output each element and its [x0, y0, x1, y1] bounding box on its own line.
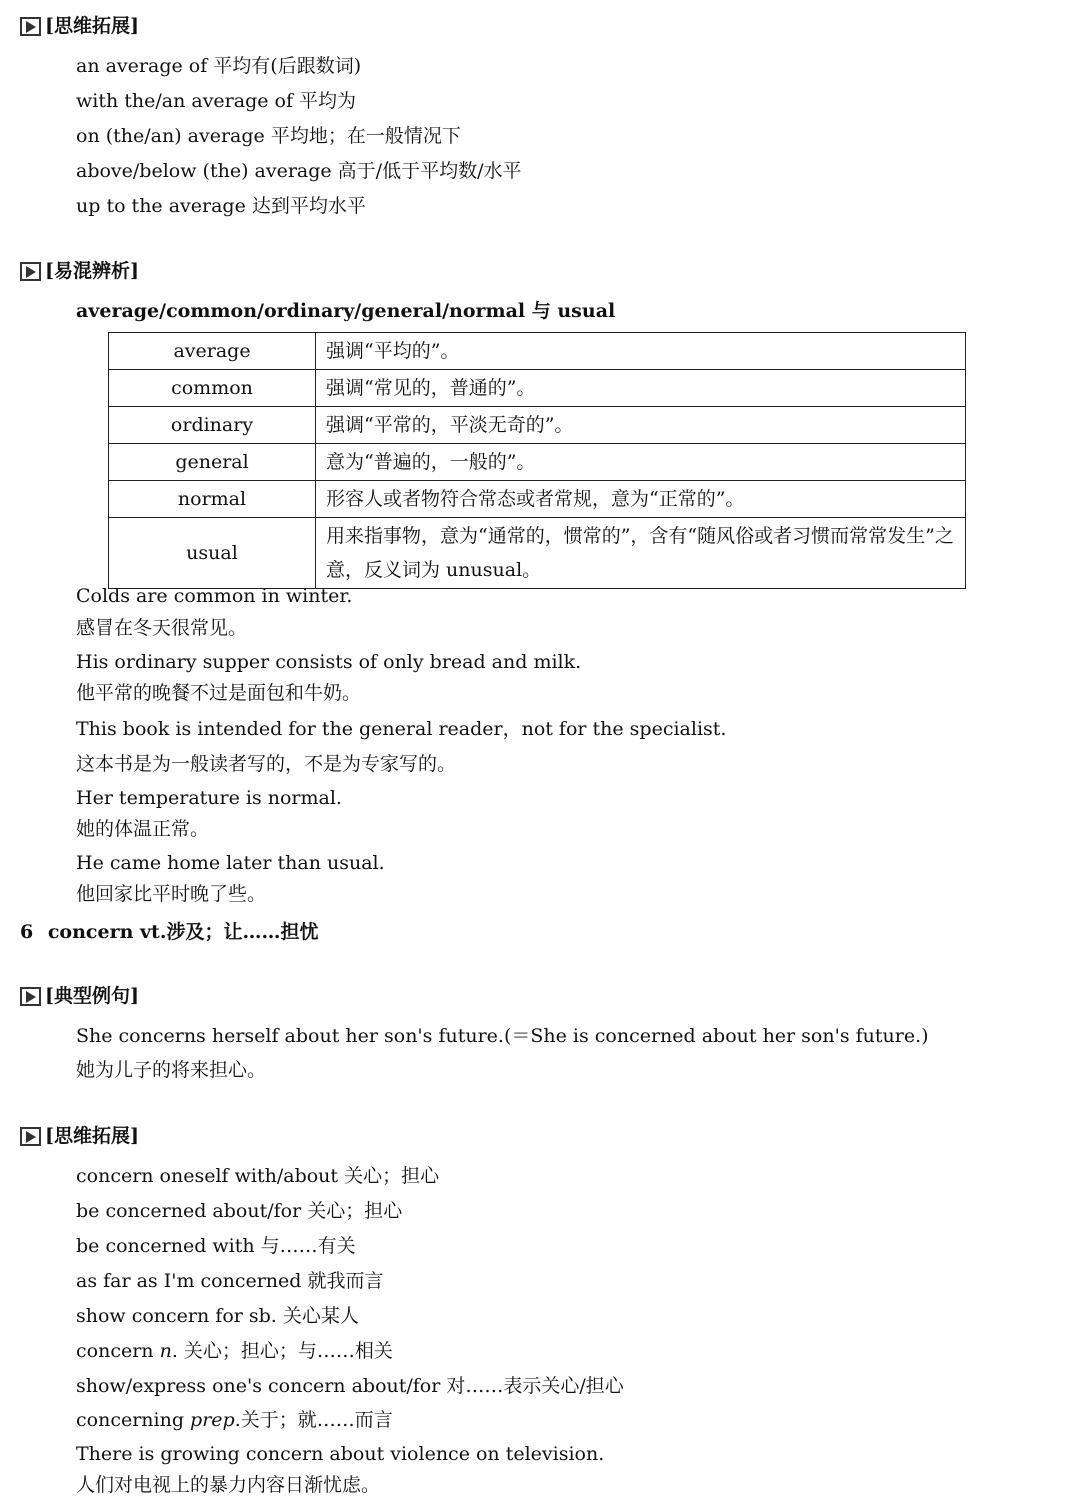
table-row [109, 481, 966, 518]
definition: . 关心；担心；与……相关 [171, 1340, 393, 1362]
meaning-cell: 强调“常见的，普通的”。 [316, 370, 966, 407]
list-item: above/below (the) average 高于/低于平均数/水平 [76, 160, 522, 182]
meaning-cell: 用来指事物，意为“通常的，惯常的”，含有“随风俗或者习惯而常常发生”之意，反义词为 unusual。 [316, 518, 966, 589]
entry-number: 6 [20, 921, 34, 943]
word-cell: normal [109, 481, 316, 518]
section-header-label: [思维拓展] [45, 15, 139, 37]
example-translation: 人们对电视上的暴力内容日渐忧虑。 [76, 1474, 381, 1496]
example-sentence: His ordinary supper consists of only bread and milk. [76, 651, 582, 673]
example-translation: 她的体温正常。 [76, 818, 210, 840]
example-translation: 他回家比平时晚了些。 [76, 883, 267, 905]
meaning-cell: 意为“普遍的，一般的”。 [316, 444, 966, 481]
meaning-cell: 强调“平常的，平淡无奇的”。 [316, 407, 966, 444]
example-sentence: Colds are common in winter. [76, 585, 353, 607]
list-item: be concerned about/for 关心；担心 [76, 1200, 403, 1222]
section-header-thinking-expand [20, 1124, 139, 1148]
example-sentence: She concerns herself about her son's future.(＝She is concerned about her son's future.) [76, 1025, 929, 1047]
list-item [76, 1339, 393, 1363]
section-header-typical-examples [20, 984, 139, 1008]
play-icon [20, 987, 41, 1006]
example-sentence: He came home later than usual. [76, 852, 385, 874]
list-item: an average of 平均有(后跟数词) [76, 55, 362, 77]
list-item: concern oneself with/about 关心；担心 [76, 1165, 440, 1187]
section-header-thinking-expand [20, 14, 139, 38]
definition: .关于；就……而言 [234, 1409, 393, 1431]
example-translation: 他平常的晚餐不过是面包和牛奶。 [76, 682, 362, 704]
example-translation: 她为儿子的将来担心。 [76, 1059, 267, 1081]
comparison-title: average/common/ordinary/general/normal 与 usual [76, 300, 616, 322]
meaning-cell: 形容人或者物符合常态或者常规，意为“正常的”。 [316, 481, 966, 518]
table-row [109, 370, 966, 407]
part-of-speech: prep [190, 1409, 235, 1431]
word-cell: average [109, 333, 316, 370]
example-sentence: There is growing concern about violence on television. [76, 1443, 605, 1465]
table-row [109, 444, 966, 481]
word-cell: usual [109, 518, 316, 589]
list-item: as far as I'm concerned 就我而言 [76, 1270, 384, 1292]
word-cell: ordinary [109, 407, 316, 444]
list-item: on (the/an) average 平均地；在一般情况下 [76, 125, 461, 147]
list-item [76, 1408, 393, 1432]
table-row [109, 333, 966, 370]
list-item: up to the average 达到平均水平 [76, 195, 366, 217]
word: concerning [76, 1409, 191, 1431]
comparison-table [108, 332, 966, 589]
word-cell: common [109, 370, 316, 407]
table-row [109, 518, 966, 589]
entry-heading [20, 920, 318, 944]
list-item: with the/an average of 平均为 [76, 90, 357, 112]
play-icon [20, 17, 41, 36]
example-translation: 这本书是为一般读者写的，不是为专家写的。 [76, 753, 457, 775]
example-translation: 感冒在冬天很常见。 [76, 617, 248, 639]
meaning-cell: 强调“平均的”。 [316, 333, 966, 370]
section-header-label: [思维拓展] [45, 1125, 139, 1147]
entry-title: concern vt.涉及；让……担忧 [47, 921, 319, 943]
example-sentence: Her temperature is normal. [76, 787, 342, 809]
play-icon [20, 1127, 41, 1146]
part-of-speech: n [159, 1340, 172, 1362]
example-sentence: This book is intended for the general reader，not for the specialist. [76, 718, 727, 740]
section-header-label: [易混辨析] [45, 260, 139, 282]
word: concern [76, 1340, 160, 1362]
section-header-confusables [20, 259, 139, 283]
list-item: show/express one's concern about/for 对……表示关心/担心 [76, 1375, 624, 1397]
list-item: be concerned with 与……有关 [76, 1235, 356, 1257]
list-item: show concern for sb. 关心某人 [76, 1305, 359, 1327]
section-header-label: [典型例句] [45, 985, 139, 1007]
table-row [109, 407, 966, 444]
play-icon [20, 262, 41, 281]
word-cell: general [109, 444, 316, 481]
